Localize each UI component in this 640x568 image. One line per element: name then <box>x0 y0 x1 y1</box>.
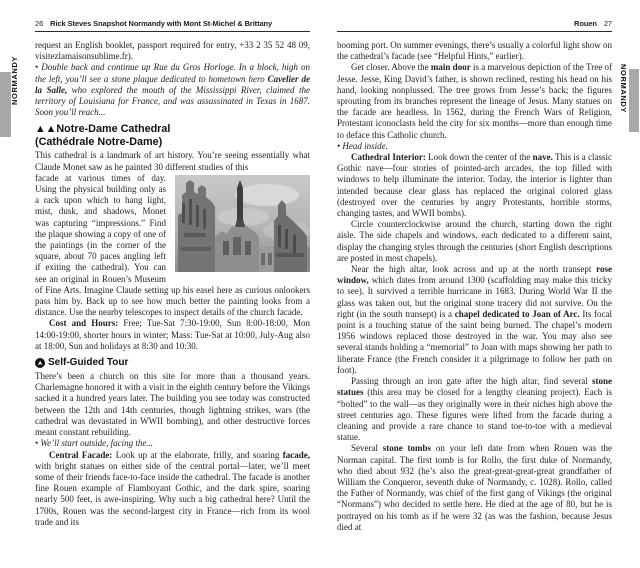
sight-rating-triangles: ▲▲ <box>35 123 57 136</box>
paragraph: Cathedral Interior: Look down the center of the nave. This is a classic Gothic nave—four stories of pointed-arch arcades, the top filled with windows to help illuminate the interior. Today, the interior is lighter than intended because clear glass has replaced the original colored glass (destroyed over the centuries by angry Protestants, horrible storms, changing tastes, and WWII bombs). <box>337 152 613 219</box>
walking-directions: • Double back and continue up Rue du Gros Horloge. In a block, high on the left, you’ll see a stone plaque dedicated to hometown hero Cavelier de la Salle, who explored the mouth of the Mississippi River, claimed the territory of Louisiana for France, and was assassinated in Texas in 1687. Soon you’ll reach... <box>35 62 310 118</box>
sight-heading-line2: (Cathédrale Notre-Dame) <box>35 135 163 148</box>
sight-heading <box>35 123 310 148</box>
left-page-number: 26 <box>35 19 44 28</box>
right-page-column <box>337 40 612 533</box>
paragraph: request an English booklet, passport required for entry, +33 2 35 52 48 09, visitezlamaisonsublime.fr). <box>35 40 310 62</box>
sight-heading-line1: Notre-Dame Cathedral <box>56 123 171 136</box>
paragraph-with-photo: facade at various times of day. Using the physical building only as a rack upon which to hang light, mist, dusk, and shadows, Monet was capturing “impressions.” Find the plaque showing a copy of one of the paintings (in the corner of the square, about 70 paces angling left if exiting the cathedral). You can see an original in Rouen’s Museum of Fine Arts. Imagine Claude setting up his easel here as curious onlookers pass him by. Back up to see how much better the painting looks from a distance. Use the nearby telescopes to inspect details of the church facade. <box>35 173 310 319</box>
paragraph: Get closer. Above the main door is a marvelous depiction of the Tree of Jesse. Jesse, King David’s father, is shown reclined, resting his head on his hand, looking nonplussed. The tree grows from Jesse’s back; the figures sprouting from its branches represent the lineage of Jesus. Many statues on the facade are headless. In 1562, during the French Wars of Religion, Protestant iconoclasts held the city for six months—more than enough time to deface this Catholic church. <box>337 62 612 140</box>
cathedral-photo <box>175 175 310 272</box>
left-page-column <box>35 40 310 528</box>
chapter-tab-label-right: NORMANDY <box>619 64 628 113</box>
right-page-header <box>337 19 612 32</box>
paragraph: There’s been a church on this site for more than a thousand years. Charlemagne honored it with a visit in the eighth century before the Vikings sacked it a hundred years later. The building you see today was constructed between the 12th and 14th centuries, though lightning strikes, wars (the cathedral was devastated in WWII bombing), and other destructive forces meant constant rebuilding. <box>35 371 310 438</box>
left-running-title: Rick Steves Snapshot Normandy with Mont St-Michel & Brittany <box>50 19 273 28</box>
paragraph: Near the high altar, look across and up at the north transept rose window, which dates from around 1300 (scaffolding may make this tricky to see). It survived a terrible hurricane in 1683. During World War II the glass was taken out, but the original stone tracery did not survive. On the right (in the south transept) is a chapel dedicated to Joan of Arc. Its focal point is a touching statue of the saint being burned. The chapel’s modern 1956 windows replaced those destroyed in the war. You may also see several stands holding a “memorial” to Joan with maps showing her path to liberate France (the French consider it a pilgrimage to follow her path on foot). <box>337 264 612 375</box>
paragraph: Passing through an iron gate after the high altar, find several stone statues (this area may be closed for a lengthy cleaning project). Each is “bolted” to the wall—as they originally were in their niches high above the street centuries ago. These figures were lifted from the facade during a cleaning and provide a rare chance to stand toe-to-toe with a medieval statue. <box>337 376 612 443</box>
chapter-tab-label-left: NORMANDY <box>10 56 19 105</box>
right-page-number: 27 <box>603 19 612 28</box>
paragraph: Several stone tombs on your left date from when Rouen was the Norman capital. The first tomb is for Rollo, the first duke of Normandy, who died about 932 (he’s also the great-great-great-great grandfather of William the Conqueror, seventh duke of Normandy, c. 1028). Rollo, called the Father of Normandy, was chief of the first gang of Vikings (the original “Normans”) who decided to settle here. He died at the age of 80, but he is portrayed on his tomb as if he were 32 (as was the fashion, because Jesus died at <box>337 443 612 532</box>
self-guided-tour-heading-label: Self-Guided Tour <box>48 357 129 369</box>
left-page-header <box>35 19 310 32</box>
cathedral-photo-art <box>175 175 310 272</box>
self-guided-tour-icon <box>35 358 45 368</box>
paragraph: Circle counterclockwise around the church, starting down the right aisle. The side chapels and windows, each dedicated to a different saint, display the changing styles through the centuries (short English descriptions are posted in most chapels). <box>337 219 612 263</box>
walking-directions: • Head inside. <box>337 140 388 151</box>
paragraph: booming port. On summer evenings, there’s usually a colorful light show on the cathedral’s facade (see “Helpful Hints,” earlier). <box>337 40 612 62</box>
walking-directions: • We’ll start outside, facing the... <box>35 438 154 449</box>
right-running-title: Rouen <box>574 19 597 28</box>
self-guided-tour-heading <box>35 357 310 369</box>
paragraph: This cathedral is a landmark of art history. You’re seeing essentially what Claude Monet saw as he painted 30 different studies of this <box>35 150 310 172</box>
chapter-tab-band-right <box>629 69 639 132</box>
paragraph: Central Facade: Look up at the elaborate, frilly, and soaring facade, with bright statues on either side of the central portal—later, we’ll meet some of their friends face-to-face inside the cathedral. The facade is another fine Rouen example of Flamboyant Gothic, and the dark spire, soaring nearly 500 feet, is awe-inspiring. Why such a big cathedral here? Until the 1700s, Rouen was the second-largest city in France—rich from its wool trade and its <box>35 449 310 527</box>
cost-and-hours: Cost and Hours: Free; Tue-Sat 7:30-19:00, Sun 8:00-18:00, Mon 14:00-19:00, shorter hours in winter; Mass: Tue-Sat at 10:00, July-Aug also at 18:00, Sun and holidays at 8:30 and 10:30. <box>35 318 310 351</box>
